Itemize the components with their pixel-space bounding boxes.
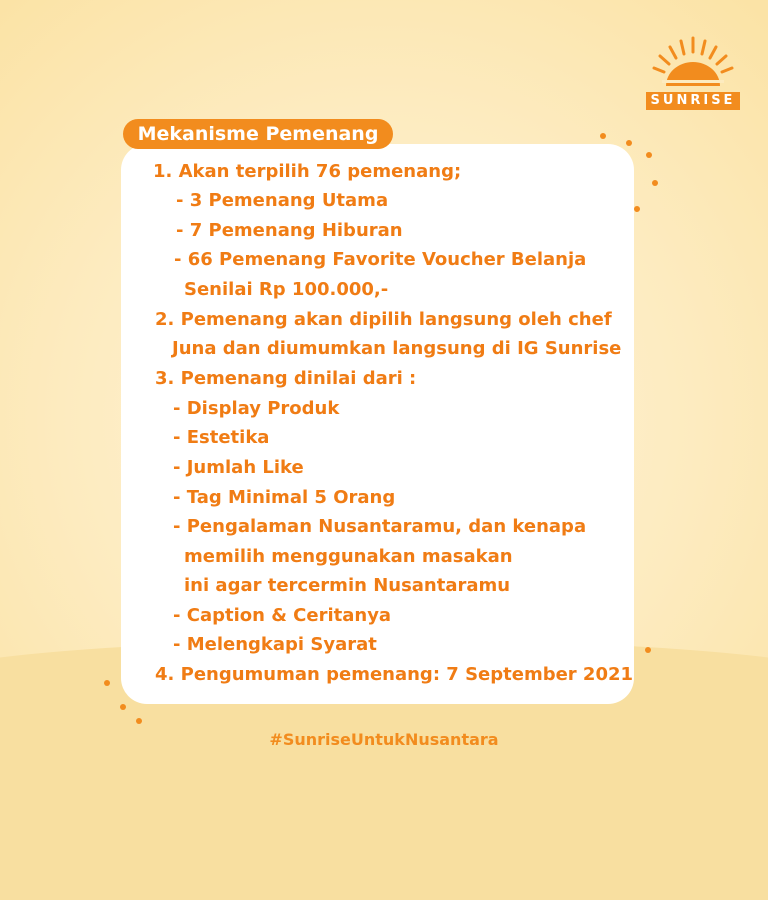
confetti-dot xyxy=(104,680,110,686)
confetti-dot xyxy=(634,206,640,212)
confetti-dot xyxy=(652,180,658,186)
hashtag: #SunriseUntukNusantara xyxy=(269,730,499,749)
list-item: 2. Pemenang akan dipilih langsung oleh chef xyxy=(155,309,612,330)
list-item: Juna dan diumumkan langsung di IG Sunrise xyxy=(172,338,622,359)
confetti-dot xyxy=(645,647,651,653)
list-item: - Melengkapi Syarat xyxy=(173,634,377,655)
list-item: - 3 Pemenang Utama xyxy=(176,190,389,211)
confetti-dot xyxy=(136,718,142,724)
confetti-dot xyxy=(626,140,632,146)
logo-text: SUNRISE xyxy=(646,92,740,110)
list-item: - 66 Pemenang Favorite Voucher Belanja xyxy=(174,249,587,270)
list-item: 4. Pengumuman pemenang: 7 September 2021 xyxy=(155,664,634,685)
list-item: - 7 Pemenang Hiburan xyxy=(176,220,403,241)
list-item: - Pengalaman Nusantaramu, dan kenapa xyxy=(173,516,587,537)
list-item: memilih menggunakan masakan xyxy=(184,546,513,567)
sunrise-logo xyxy=(646,36,740,112)
list-item: 1. Akan terpilih 76 pemenang; xyxy=(153,161,462,182)
list-item: - Display Produk xyxy=(173,398,340,419)
list-item: Senilai Rp 100.000,- xyxy=(184,279,389,300)
list-item: - Jumlah Like xyxy=(173,457,304,478)
confetti-dot xyxy=(120,704,126,710)
confetti-dot xyxy=(600,133,606,139)
list-item: 3. Pemenang dinilai dari : xyxy=(155,368,417,389)
list-item: - Tag Minimal 5 Orang xyxy=(173,487,396,508)
list-item: - Estetika xyxy=(173,427,270,448)
sunrise-logo-icon xyxy=(646,36,740,94)
confetti-dot xyxy=(646,152,652,158)
list-item: ini agar tercermin Nusantaramu xyxy=(184,575,511,596)
list-item: - Caption & Ceritanya xyxy=(173,605,392,626)
section-title: Mekanisme Pemenang xyxy=(123,119,393,149)
